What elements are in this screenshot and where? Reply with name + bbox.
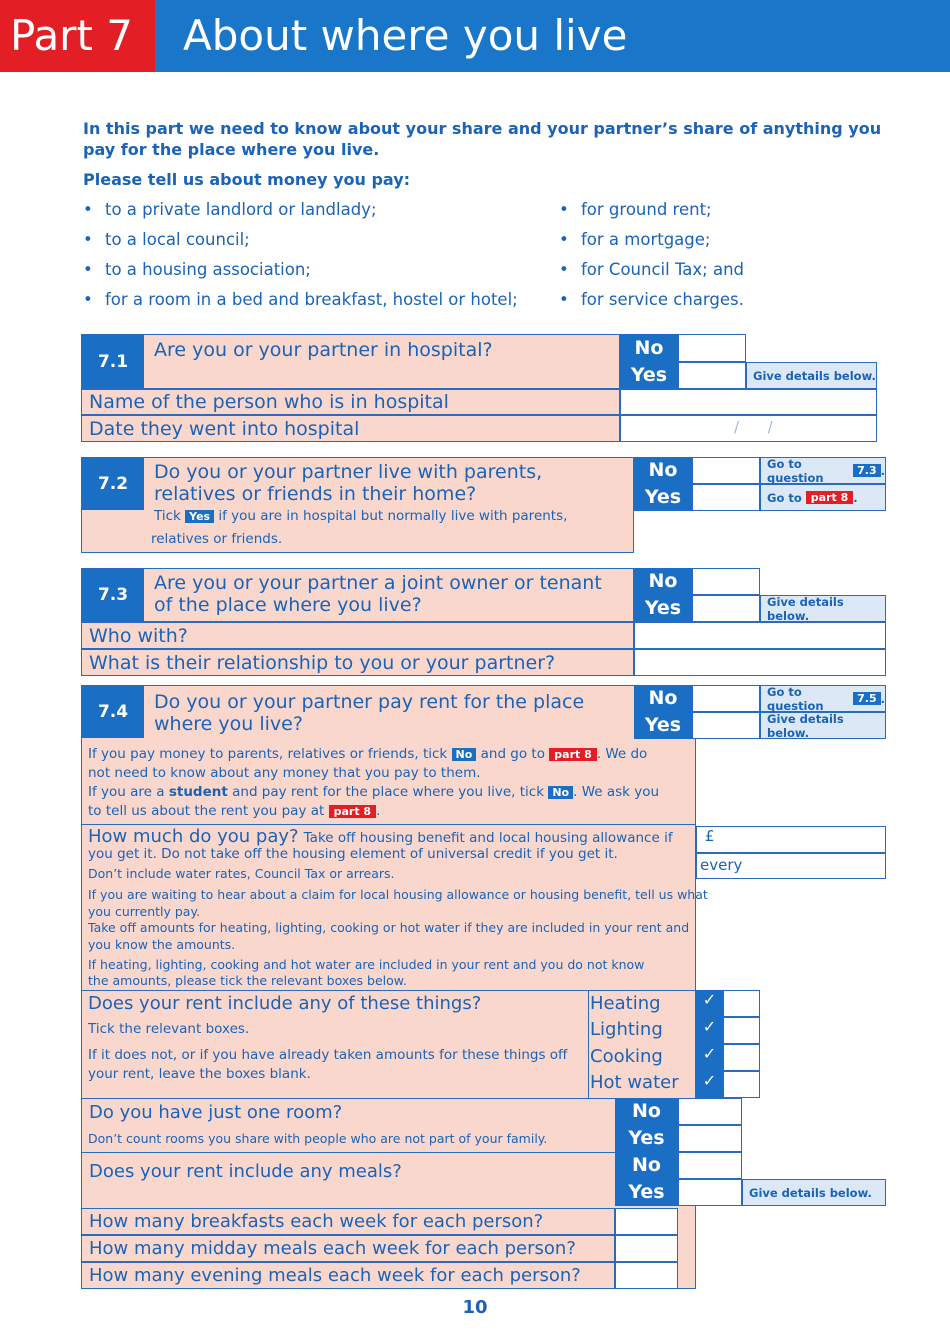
q74-lighting-checkbox[interactable] <box>723 1017 760 1044</box>
q74-give-details-note: Give details below. <box>760 712 886 739</box>
q74-evening-meals-label: How many evening meals each week for each person? <box>81 1262 615 1289</box>
q74-how-much: How much do you pay? <box>88 826 299 847</box>
q74-midday-meals-label: How many midday meals each week for each person? <box>81 1235 615 1262</box>
q72-number: 7.2 <box>82 458 144 510</box>
q74-include-note-1: Tick the relevant boxes. <box>88 1021 250 1037</box>
q74-goto-text: Go to question <box>767 684 824 713</box>
q74-p1b: and go to <box>480 746 545 762</box>
q74-p2a: If you are a <box>88 784 165 800</box>
q74-breakfasts-label: How many breakfasts each week for each person? <box>81 1208 615 1235</box>
q74-meals-no-box[interactable] <box>678 1152 742 1179</box>
q74-item-cooking: Cooking <box>590 1046 663 1067</box>
q74-note-4: If heating, lighting, cooking and hot water are included in your rent and you do not know <box>88 957 645 972</box>
intro-subheading: Please tell us about money you pay: <box>83 170 411 189</box>
q74-p1a: If you pay money to parents, relatives or friends, tick <box>88 746 448 762</box>
q73-yes-label: Yes <box>634 595 692 622</box>
q74-note-2b: you currently pay. <box>88 904 201 919</box>
q74-include-note-2b: your rent, leave the boxes blank. <box>88 1066 311 1082</box>
q74-midday-meals-input[interactable] <box>615 1235 678 1262</box>
q74-para1 <box>88 745 688 763</box>
part-label: Part 7 <box>0 0 155 72</box>
q72-goto-question-tag: 7.3 <box>853 464 881 477</box>
bullet-right-3: • for Council Tax; and <box>559 260 744 280</box>
q73-relationship-input[interactable] <box>634 649 886 676</box>
q74-p2-no-tag: No <box>548 786 573 799</box>
q72-goto-part-text: Go to <box>767 490 802 505</box>
q74-divider-4 <box>81 1152 615 1153</box>
q72-no-goto-note: Go to question 7.3 . <box>760 457 886 484</box>
q74-p2-student: student <box>168 784 228 800</box>
q71-person-label: Name of the person who is in hospital <box>81 389 620 415</box>
q74-meals-give-details-note: Give details below. <box>742 1179 886 1206</box>
q74-how-much-row <box>88 826 688 847</box>
q74-one-room-no-label: No <box>615 1098 678 1125</box>
q74-hot-water-checkbox[interactable] <box>723 1071 760 1098</box>
q74-meals-yes-box[interactable] <box>678 1179 742 1206</box>
q74-p1-part8-tag: part 8 <box>549 748 596 761</box>
q74-divider-2 <box>81 990 696 991</box>
q74-breakfasts-input[interactable] <box>615 1208 678 1235</box>
q74-p2-part8-tag: part 8 <box>329 805 376 818</box>
q74-meals-yes-label: Yes <box>615 1179 678 1206</box>
q72-no-box[interactable] <box>692 457 760 484</box>
q74-note-3: Take off amounts for heating, lighting, cooking or hot water if they are included in your rent and <box>88 920 690 935</box>
q74-item-lighting: Lighting <box>590 1019 663 1040</box>
q71-person-input[interactable] <box>620 389 877 415</box>
q74-item-heating: Heating <box>590 993 661 1014</box>
q74-yes-box[interactable] <box>692 712 760 739</box>
q74-number: 7.4 <box>82 686 144 738</box>
q72-yes-goto-note: Go to part 8 . <box>760 484 886 511</box>
q72-goto-part-tag: part 8 <box>806 491 853 504</box>
page-title: About where you live <box>155 0 950 72</box>
q73-who-with-input[interactable] <box>634 622 886 649</box>
q74-one-room-yes-box[interactable] <box>678 1125 742 1152</box>
q74-note-1: Don’t include water rates, Council Tax or arrears. <box>88 866 395 881</box>
q71-yes-label: Yes <box>620 362 678 389</box>
q73-relationship-label: What is their relationship to you or your partner? <box>81 649 634 676</box>
q71-no-label: No <box>620 334 678 362</box>
q74-para2-line2: to tell us about the rent you pay at part 8 . <box>88 803 381 819</box>
q74-p2c: and pay rent for the place where you live, tick <box>232 784 545 800</box>
q74-para1-line2: not need to know about any money that you pay to them. <box>88 765 481 781</box>
q74-amount-input[interactable] <box>696 826 886 853</box>
q74-how-much-note: Take off housing benefit and local housing allowance if <box>303 830 673 846</box>
q74-no-label: No <box>634 685 692 712</box>
q74-p2e: to tell us about the rent you pay at <box>88 803 325 819</box>
bullet-right-4: • for service charges. <box>559 290 744 310</box>
q74-note-2: If you are waiting to hear about a claim for local housing allowance or housing benefit, tell us what <box>88 887 708 902</box>
q72-tick-note-2: relatives or friends. <box>151 531 283 547</box>
bullet-right-1: • for ground rent; <box>559 200 712 220</box>
bullet-right-2: • for a mortgage; <box>559 230 710 250</box>
q71-date-label: Date they went into hospital <box>81 415 620 442</box>
page-number: 10 <box>462 1297 488 1318</box>
q74-cooking-check-icon: ✓ <box>696 1044 723 1071</box>
q73-no-box[interactable] <box>692 568 760 595</box>
q74-include-note-2: If it does not, or if you have already taken amounts for these things off <box>88 1047 568 1063</box>
q74-heating-checkbox[interactable] <box>723 990 760 1017</box>
q72-tick-note <box>154 507 629 525</box>
q72-tick-pre: Tick <box>154 508 181 524</box>
q71-question: Are you or your partner in hospital? <box>154 339 493 361</box>
q74-yes-label: Yes <box>634 712 692 739</box>
q72-question: Do you or your partner live with parents, relatives or friends in their home? <box>154 461 543 505</box>
q74-p1-no-tag: No <box>452 748 477 761</box>
q72-tick-post: if you are in hospital but normally live with parents, <box>218 508 568 524</box>
q74-goto-question-tag: 7.5 <box>853 692 881 705</box>
q71-yes-box[interactable] <box>678 362 746 389</box>
q73-yes-box[interactable] <box>692 595 760 622</box>
q71-number: 7.1 <box>82 335 144 388</box>
q73-give-details-note: Give details below. <box>760 595 886 622</box>
bullet-left-1: • to a private landlord or landlady; <box>83 200 377 220</box>
q74-one-room-question: Do you have just one room? <box>89 1102 343 1123</box>
q74-hot-water-check-icon: ✓ <box>696 1071 723 1098</box>
q73-number: 7.3 <box>82 569 144 621</box>
q74-note-4b: the amounts, please tick the relevant boxes below. <box>88 973 407 988</box>
q74-meals-no-label: No <box>615 1152 678 1179</box>
q72-goto-text: Go to question <box>767 456 824 485</box>
q74-divider-3 <box>81 1098 696 1099</box>
intro-text: In this part we need to know about your share and your partner’s share of anything you pay for the place where you live. <box>83 119 882 159</box>
q74-para2 <box>88 783 688 801</box>
q74-p2d: . We ask you <box>573 784 660 800</box>
q74-heating-check-icon: ✓ <box>696 990 723 1017</box>
q74-cooking-checkbox[interactable] <box>723 1044 760 1071</box>
q71-give-details-note: Give details below. <box>746 362 877 389</box>
q74-items-divider <box>588 990 589 1098</box>
q71-date-separators: / / <box>734 418 773 436</box>
bullet-left-4: • for a room in a bed and breakfast, hostel or hotel; <box>83 290 518 310</box>
q74-one-room-no-box[interactable] <box>678 1098 742 1125</box>
q74-p1c: . We do <box>596 746 648 762</box>
q74-no-box[interactable] <box>692 685 760 712</box>
q72-yes-label: Yes <box>634 484 692 511</box>
q73-question: Are you or your partner a joint owner or tenant of the place where you live? <box>154 572 602 616</box>
q74-question: Do you or your partner pay rent for the place where you live? <box>154 691 585 735</box>
q74-lighting-check-icon: ✓ <box>696 1017 723 1044</box>
q73-who-with-label: Who with? <box>81 622 634 649</box>
q72-no-label: No <box>634 457 692 484</box>
bullet-left-2: • to a local council; <box>83 230 250 250</box>
q74-divider-1 <box>81 824 696 825</box>
q74-one-room-note: Don’t count rooms you share with people who are not part of your family. <box>88 1131 548 1146</box>
q74-pound-sign: £ <box>705 827 715 845</box>
bullet-left-3: • to a housing association; <box>83 260 311 280</box>
q74-meals-question: Does your rent include any meals? <box>89 1161 402 1182</box>
q74-evening-meals-input[interactable] <box>615 1262 678 1289</box>
q74-item-hot-water: Hot water <box>590 1072 679 1093</box>
q74-one-room-yes-label: Yes <box>615 1125 678 1152</box>
q73-no-label: No <box>634 568 692 595</box>
q72-yes-tag: Yes <box>185 510 214 523</box>
q71-no-box[interactable] <box>678 334 746 362</box>
q72-yes-box[interactable] <box>692 484 760 511</box>
q74-how-much-note-2: you get it. Do not take off the housing element of universal credit if you get it. <box>88 846 618 862</box>
q74-include-question: Does your rent include any of these things? <box>88 993 482 1014</box>
q74-every-label: every <box>700 856 743 874</box>
q74-note-3b: you know the amounts. <box>88 937 236 952</box>
q74-no-goto-note: Go to question 7.5 . <box>760 685 886 712</box>
